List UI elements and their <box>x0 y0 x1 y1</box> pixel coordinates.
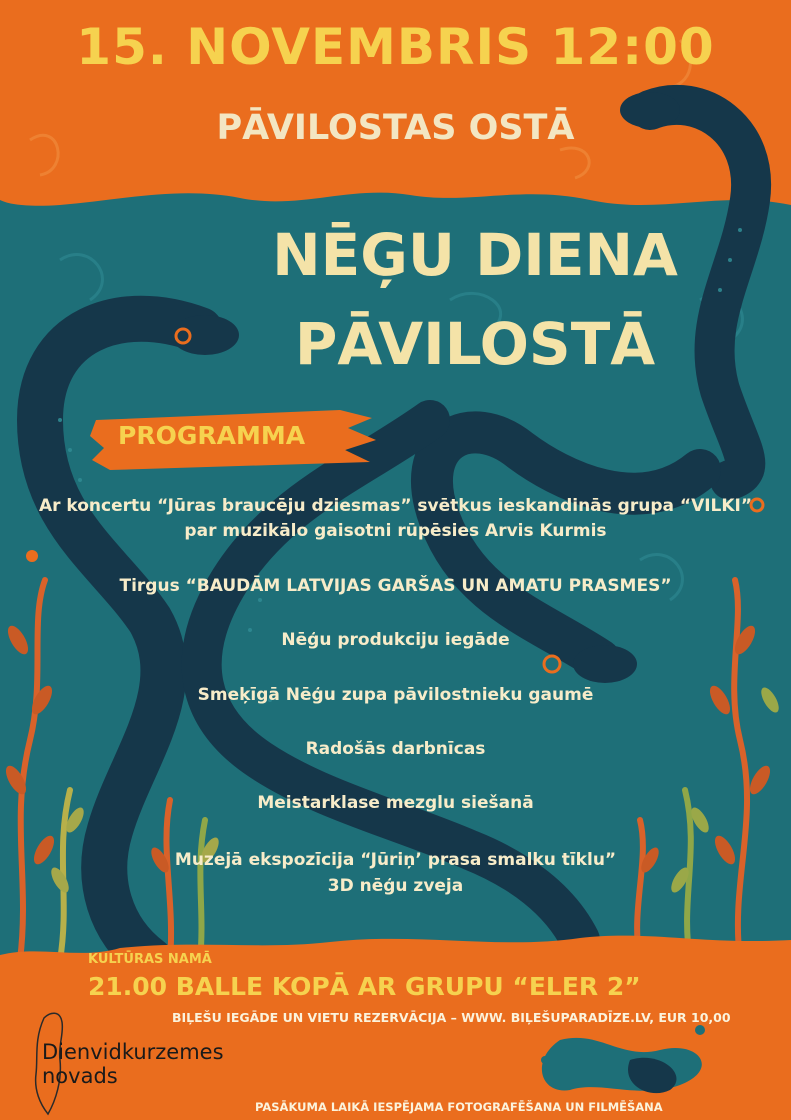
evening-venue: KULTŪRAS NAMĀ <box>88 952 212 967</box>
logo-line1: Dienvidkurzemes <box>42 1040 224 1064</box>
program-item: Nēģu produkciju iegāde <box>281 630 510 650</box>
program-item: Smeķīgā Nēģu zupa pāvilostnieku gaumē <box>197 685 594 705</box>
event-date-time: 15. NOVEMBRIS 12:00 <box>76 18 715 76</box>
program-item: Ar koncertu “Jūras braucēju dziesmas” svētkus ieskandinās grupa “VILKI” <box>38 496 753 516</box>
program-item: 3D nēģu zveja <box>327 876 464 896</box>
event-title-line2: PĀVILOSTĀ <box>294 310 656 378</box>
footer-note: PASĀKUMA LAIKĀ IESPĒJAMA FOTOGRAFĒŠANA UN FILMĒŠANA <box>255 1100 663 1114</box>
event-title-line1: NĒĢU DIENA <box>272 221 678 289</box>
program-item: Muzejā ekspozīcija “Jūriņ’ prasa smalku tīklu” <box>174 850 617 870</box>
program-item: par muzikālo gaisotni rūpēsies Arvis Kurmis <box>184 521 607 541</box>
program-item: Radošās darbnīcas <box>305 739 486 759</box>
program-item: Meistarklase mezglu siešanā <box>257 793 534 813</box>
program-item: Tirgus “BAUDĀM LATVIJAS GARŠAS UN AMATU PRASMES” <box>119 576 672 596</box>
logo-line2: novads <box>42 1064 118 1088</box>
organizer-logo <box>42 1040 224 1088</box>
ticket-info: BIĻEŠU IEGĀDE UN VIETU REZERVĀCIJA – WWW. BIĻEŠUPARADĪZE.LV, EUR 10,00 <box>172 1010 731 1025</box>
program-heading: PROGRAMMA <box>118 421 306 450</box>
event-location: PĀVILOSTAS OSTĀ <box>216 108 575 148</box>
evening-event: 21.00 BALLE KOPĀ AR GRUPU “ELER 2” <box>88 972 641 1001</box>
